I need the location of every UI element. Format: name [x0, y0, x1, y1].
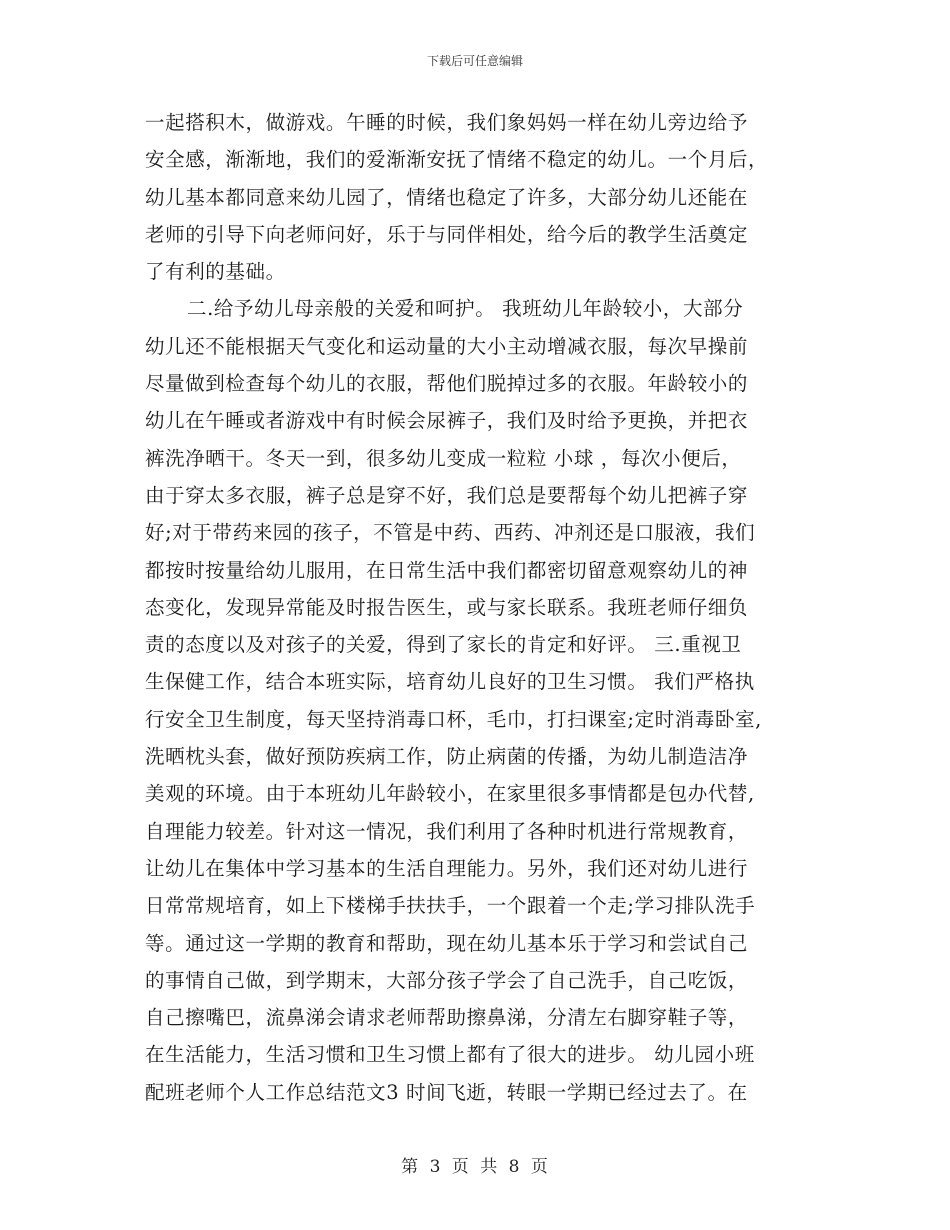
- page-label-mid2: 共: [480, 1157, 499, 1177]
- page-total-number: 8: [508, 1157, 521, 1177]
- text-line: 好;对于带药来园的孩子，不管是中药、西药、冲剂还是口服液，我们: [145, 521, 756, 545]
- text-line: 一起搭积木，做游戏。午睡的时候，我们象妈妈一样在幼儿旁边给予: [145, 111, 749, 134]
- section-heading-line: 二.给予幼儿母亲般的关爱和呵护。 我班幼儿年龄较小，大部分: [187, 297, 744, 321]
- page-footer: [0, 1152, 950, 1177]
- text-line: 自理能力较差。针对这一情况，我们利用了各种时机进行常规教育，: [145, 819, 749, 843]
- page-label-prefix: 第: [401, 1157, 420, 1177]
- text-line: 等。通过这一学期的教育和帮助，现在幼儿基本乐于学习和尝试自己: [145, 931, 749, 955]
- text-line: 都按时按量给幼儿服用，在日常生活中我们都密切留意观察幼儿的神: [145, 558, 749, 582]
- text-line: 安全感，渐渐地，我们的爱渐渐安抚了情绪不稳定的幼儿。一个月后，: [145, 148, 769, 172]
- text-line: 责的态度以及对孩子的关爱，得到了家长的肯定和好评。 三.重视卫: [145, 633, 742, 657]
- text-line: 了有利的基础。: [145, 260, 286, 284]
- text-line: 老师的引导下向老师问好，乐于与同伴相处，给今后的教学生活奠定: [145, 222, 749, 246]
- document-body: [145, 104, 805, 1111]
- text-line: 的事情自己做，到学期末，大部分孩子学会了自己洗手，自己吃饭，: [145, 968, 749, 992]
- text-line: 幼儿在午睡或者游戏中有时候会尿裤子，我们及时给予更换，并把衣: [145, 409, 749, 433]
- page-label-suffix: 页: [530, 1157, 549, 1177]
- text-line: 日常常规培育，如上下楼梯手扶扶手，一个跟着一个走;学习排队洗手: [145, 894, 756, 918]
- text-line: 行安全卫生制度，每天坚持消毒口杯，毛巾，打扫课室;定时消毒卧室,: [145, 707, 762, 731]
- text-line: 幼儿基本都同意来幼儿园了，情绪也稳定了许多，大部分幼儿还能在: [145, 185, 749, 209]
- text-line: 洗晒枕头套，做好预防疾病工作，防止病菌的传播，为幼儿制造洁净: [145, 745, 749, 769]
- text-line: 自己擦嘴巴，流鼻涕会请求老师帮助擦鼻涕，分清左右脚穿鞋子等，: [145, 1006, 749, 1030]
- text-line: 幼儿还不能根据天气变化和运动量的大小主动增减衣服，每次早操前: [145, 334, 749, 358]
- page-label-mid1: 页: [451, 1157, 470, 1177]
- page-current-number: 3: [429, 1157, 442, 1177]
- text-line: 由于穿太多衣服，裤子总是穿不好，我们总是要帮每个幼儿把裤子穿: [145, 483, 749, 507]
- text-line: 美观的环境。由于本班幼儿年龄较小，在家里很多事情都是包办代替,: [145, 782, 755, 806]
- text-line: 态变化，发现异常能及时报告医生，或与家长联系。我班老师仔细负: [145, 595, 749, 619]
- text-line: 让幼儿在集体中学习基本的生活自理能力。另外，我们还对幼儿进行: [145, 856, 749, 880]
- text-line: 裤洗净晒干。冬天一到，很多幼儿变成一粒粒 小球 ，每次小便后，: [145, 446, 742, 470]
- text-line: 在生活能力，生活习惯和卫生习惯上都有了很大的进步。 幼儿园小班: [145, 1043, 755, 1067]
- page-header: 下载后可任意编辑: [426, 54, 523, 68]
- text-line: 配班老师个人工作总结范文3 时间飞逝，转眼一学期已经过去了。在: [145, 1080, 748, 1104]
- text-line: 生保健工作，结合本班实际，培育幼儿良好的卫生习惯。 我们严格执: [145, 670, 755, 694]
- text-line: 尽量做到检查每个幼儿的衣服，帮他们脱掉过多的衣服。年龄较小的: [145, 372, 749, 396]
